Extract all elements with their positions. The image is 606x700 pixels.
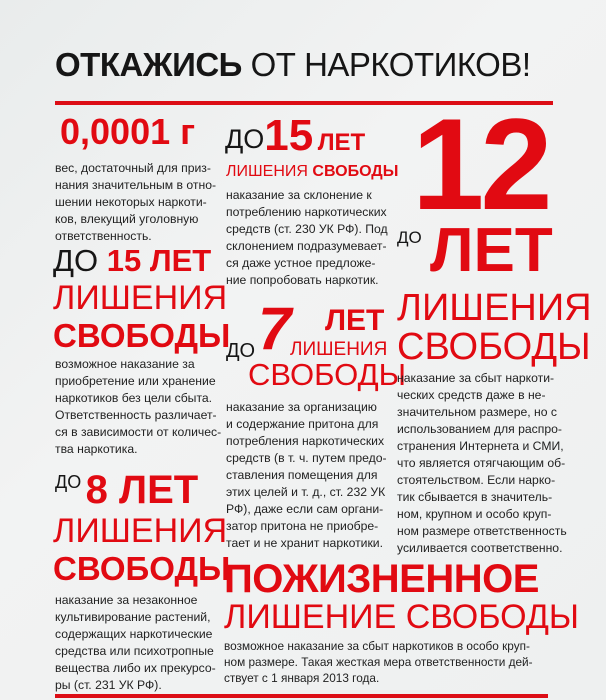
life-line1: ПОЖИЗНЕННОЕ xyxy=(224,557,539,601)
den-prefix: ДО xyxy=(226,340,256,362)
sale-text: наказание за сбыт наркоти- ческих средств даже в не- значительном размере, но с использованием для распро- странения Интернета и СМИ, что является отягчающим об- стоятельством. Если нарко- тик сбывается в значитель- ном, крупном и особо круп- ном размере ответственность усиливается соответственно. xyxy=(397,371,567,555)
sale-line4: СВОБОДЫ xyxy=(397,326,591,368)
sale-unit: ЛЕТ xyxy=(430,216,553,285)
den-line3: СВОБОДЫ xyxy=(248,357,407,392)
bottom-divider xyxy=(55,694,548,698)
cultivation-text: наказание за незаконное культивирование растений, содержащих наркотические средства или психотропные вещества либо их прекурсо- ры (ст. 231 УК РФ). xyxy=(55,593,216,692)
life-line2: ЛИШЕНИЕ СВОБОДЫ xyxy=(224,598,580,636)
den-unit: ЛЕТ xyxy=(325,304,385,337)
sale-number: 12 xyxy=(412,91,549,237)
page-title xyxy=(55,45,555,85)
weight-text: вес, достаточный для приз- нания значительным в отно- шении некоторых наркоти- ков, влекущий уголовную ответственность. xyxy=(55,161,217,243)
cultivation-headline: ДО 8 ЛЕТ xyxy=(55,468,199,512)
possession-line3: СВОБОДЫ xyxy=(53,317,231,354)
cultivation-line2: ЛИШЕНИЯ xyxy=(53,512,228,550)
den-text: наказание за организацию и содержание притона для потребления наркотических средств (в т. ч. путем предо- ставления помещения для этих целей и т. д., ст. 232 УК РФ), даже если сам органи- затор притона не приобре- тает и не хранит наркотики. xyxy=(226,400,387,550)
possession-headline: ДО 15 ЛЕТ xyxy=(53,243,212,278)
sale-line3: ЛИШЕНИЯ xyxy=(397,287,592,329)
sale-prefix: ДО xyxy=(397,228,422,247)
inducement-line2: ЛИШЕНИЯ СВОБОДЫ xyxy=(226,163,399,180)
inducement-text: наказание за склонение к потреблению наркотических средств (ст. 230 УК РФ). Под склонением подразумевает- ся даже устное предложе- ние попробовать наркотик. xyxy=(226,188,388,287)
possession-line2: ЛИШЕНИЯ xyxy=(53,279,228,317)
possession-text: возможное наказание за приобретение или хранение наркотиков без цели сбыта. Ответственность различает- ся в зависимости от количес- тва наркотика. xyxy=(55,357,222,456)
cultivation-line3: СВОБОДЫ xyxy=(53,550,231,587)
title-regular: ОТ НАРКОТИКОВ! xyxy=(250,46,531,83)
den-line2: ЛИШЕНИЯ xyxy=(290,339,388,360)
inducement-headline: ДО15 ЛЕТ xyxy=(225,111,366,160)
weight-headline: 0,0001 г xyxy=(60,111,196,152)
den-number: 7 xyxy=(258,295,292,362)
life-text: возможное наказание за сбыт наркотиков в особо круп- ном размере. Такая жесткая мера ответственности дей- ствует с 1 января 2013 года. xyxy=(224,639,533,685)
title-bold: ОТКАЖИСЬ xyxy=(55,46,242,83)
